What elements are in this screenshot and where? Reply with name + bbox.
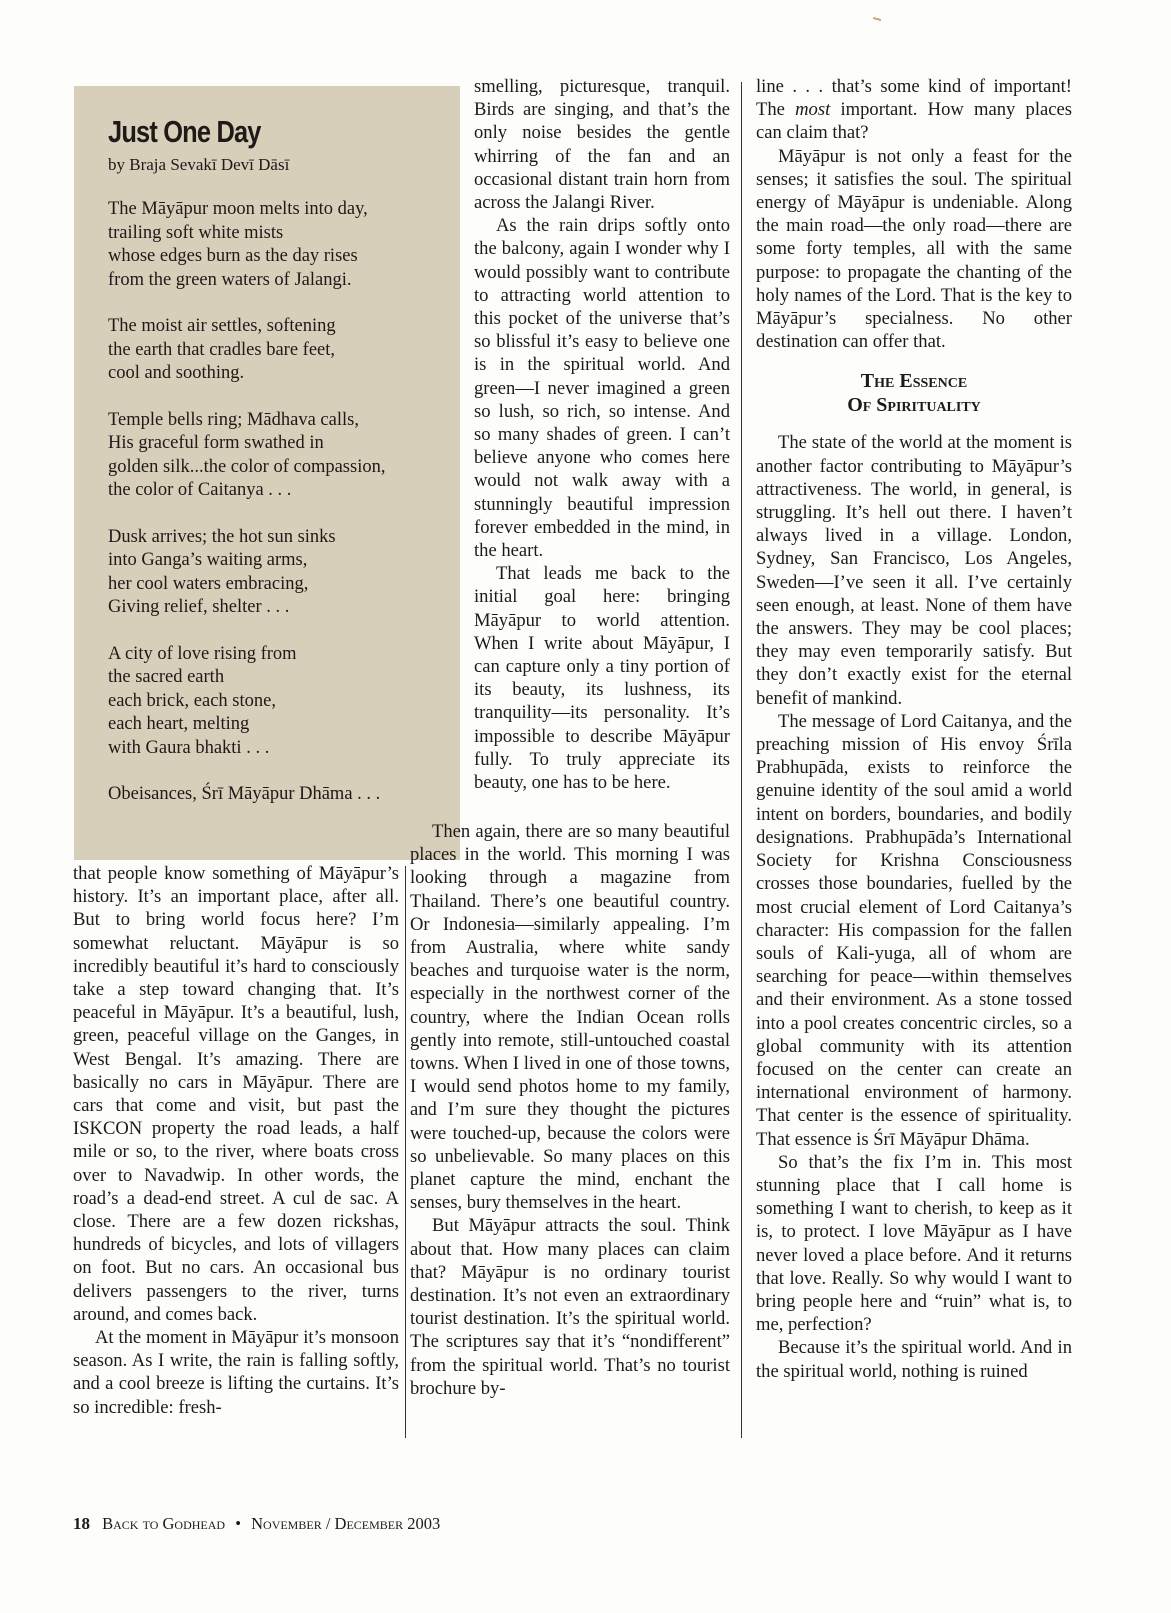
paragraph [756,75,1072,145]
article-column-1 [73,862,399,1419]
column-rule [405,866,406,1438]
poem-line: from the green waters of Jalangi. [108,269,352,290]
article-column-2-bottom [410,820,730,1400]
poem-line: the color of Caitanya . . . [108,480,292,500]
text-run: line . . . that’s some kind of important! The [756,76,1072,121]
poem-line: whose edges burn as the day rises [108,246,358,266]
poem-line: The moist air settles, softening [108,316,336,336]
poem-line: A city of love rising from [108,643,297,664]
magazine-name: Back to Godhead [102,1514,226,1533]
paragraph: As the rain drips softly onto the balcony, again I wonder why I would possibly want to contribute to attracting world attention to this pocket of the universe that’s so blissful it’s easy to believe one is in the spiritual world. And green—I never imagined a green so lush, so rich, so intense. And so many shades of green. I can’t believe anyone who comes here would not walk away with a stunningly beautiful impression forever embedded in the mind, in the heart. [474,215,730,562]
article-column-2-top [474,75,730,794]
poem-line: into Ganga’s waiting arms, [108,550,308,570]
poem-line: each brick, each stone, [108,690,276,711]
poem-stanza [108,526,438,620]
poem-stanza [108,315,438,386]
poem-line: the sacred earth [108,667,225,687]
poem-title: Just One Day [108,114,261,149]
ink-mark [873,17,881,21]
section-heading [756,369,1072,417]
poem-line: Dusk arrives; the hot sun sinks [108,526,336,547]
heading-line: Of Spirituality [847,394,981,417]
poem-stanza [108,783,438,807]
issue-date: November / December 2003 [251,1514,441,1533]
page-number: 18 [73,1514,90,1533]
paragraph: At the moment in Māyāpur it’s monsoon season. As I write, the rain is falling softly, and a cool breeze is lifting the curtains. It’s so incredible: fresh- [73,1327,399,1418]
paragraph: So that’s the fix I’m in. This most stunning place that I call home is something I want to cherish, to keep as it is, to protect. I love Māyāpur as I have never loved a place before. And it returns that love. Really. So why would I want to bring people here and “ruin” what is, to me, perfection? [756,1151,1072,1336]
poem-line: her cool waters embracing, [108,573,309,594]
poem-byline: by Braja Sevakī Devī Dāsī [108,155,290,174]
emphasis: most [795,99,831,121]
paragraph: The message of Lord Caitanya, and the preaching mission of His envoy Śrīla Prabhupāda, exists to reinforce the genuine identity of the soul amid a world intent on borders, boundaries, and bodily designations. Prabhupāda’s International Society for Krishna Consciousness crosses those boundaries, fuelled by the most crucial element of Lord Caitanya’s character: His compassion for the fallen souls of Kali-yuga, all of whom are searching for peace—within themselves and their environment. As a stone tossed into a pool creates concentric circles, so a global community with its attention focused on the center can create an international environment of harmony. That center is the essence of spirituality. That essence is Śrī Māyāpur Dhāma. [756,710,1072,1150]
paragraph: But Māyāpur attracts the soul. Think about that. How many places can claim that? Māyāpur is no ordinary tourist destination. It’s not even an extraordinary tourist destination. It’s the spiritual world. The scriptures say that it’s “nondifferent” from the spiritual world. That’s no tourist brochure by- [410,1215,730,1399]
paragraph: Because it’s the spiritual world. And in the spiritual world, nothing is ruined [756,1337,1072,1382]
poem-line: the earth that cradles bare feet, [108,339,336,360]
poem-line: each heart, melting [108,714,250,734]
poem-line: The Māyāpur moon melts into day, [108,199,368,219]
footer-separator: • [235,1514,241,1533]
poem-line: with Gaura bhakti . . . [108,737,270,758]
poem-line: Temple bells ring; Mādhava calls, [108,409,359,430]
text-run: important. How many places can claim that? [756,99,1072,144]
poem-line: Giving relief, shelter . . . [108,597,290,617]
poem-sidebar [74,86,460,860]
column-rule [741,82,742,1438]
poem-stanza [108,643,438,761]
poem-line: golden silk...the color of compassion, [108,456,386,477]
poem-line: trailing soft white mists [108,222,284,243]
poem-stanza [108,198,438,292]
page-footer [73,1514,440,1534]
heading-line: The Essence [860,370,968,393]
paragraph: that people know something of Māyāpur’s history. It’s an important place, after all. But to bring world focus here? I’m somewhat reluctant. Māyāpur is so incredibly beautiful it’s hard to consciously take a step toward changing that. It’s peaceful in Māyāpur. It’s a beautiful, lush, green, peaceful village on the Ganges, in West Bengal. It’s amazing. There are basically no cars in Māyāpur. There are cars that come and visit, but past the ISKCON property the road leads, a half mile or so, to the river, where boats cross over to Navadwip. In other words, the road’s a dead-end street. A cul de sac. A close. There are a few dozen rickshas, hundreds of bicycles, and lots of villagers on foot. But no cars. An occasional bus delivers passengers to the river, turns around, and comes back. [73,863,399,1325]
paragraph: That leads me back to the initial goal here: bringing Māyāpur to world attention. When I write about Māyāpur, I can capture only a tiny portion of its beauty, its lushness, its tranquility—its personality. It’s impossible to describe Māyāpur fully. To truly appreciate its beauty, one has to be here. [474,563,730,794]
paragraph: The state of the world at the moment is another factor contributing to Māyāpur’s attractiveness. The world, in general, is struggling. It’s hell out there. I haven’t always lived in a village. London, Sydney, San Francisco, Los Angeles, Sweden—I’ve seen it all. I’ve certainly seen enough, at least. None of them have the answers. They may be cool places; they may even temporarily satisfy. But they don’t exactly exist for the eternal benefit of mankind. [756,432,1072,709]
paragraph: Māyāpur is not only a feast for the senses; it satisfies the soul. The spiritual energy of Māyāpur is undeniable. Along the main road—the only road—there are some forty temples, all with the same purpose: to propagate the chanting of the holy names of the Lord. That is the key to Māyāpur’s specialness. No other destination can offer that. [756,145,1072,353]
article-column-3 [756,75,1072,1383]
poem-line: Obeisances, Śrī Māyāpur Dhāma . . . [108,784,381,804]
poem-line: His graceful form swathed in [108,433,324,453]
paragraph: smelling, picturesque, tranquil. Birds are singing, and that’s the only noise besides the gentle whirring of the fan and an occasional distant train horn from across the Jalangi River. [474,76,730,214]
poem-stanza [108,409,438,503]
paragraph: Then again, there are so many beautiful places in the world. This morning I was looking through a magazine from Thailand. There’s one beautiful country. Or Indonesia—similarly appealing. I’m from Australia, where white sandy beaches and turquoise water is the norm, especially in the northwest corner of the country, where the Indian Ocean rolls gently into remote, still-untouched coastal towns. When I lived in one of those towns, I would send photos home to my family, and I’m sure they thought the pictures were touched-up, because the colors were so unbelievable. So many places on this planet capture the mind, enchant the senses, bury themselves in the heart. [410,821,730,1214]
poem-line: cool and soothing. [108,363,245,383]
